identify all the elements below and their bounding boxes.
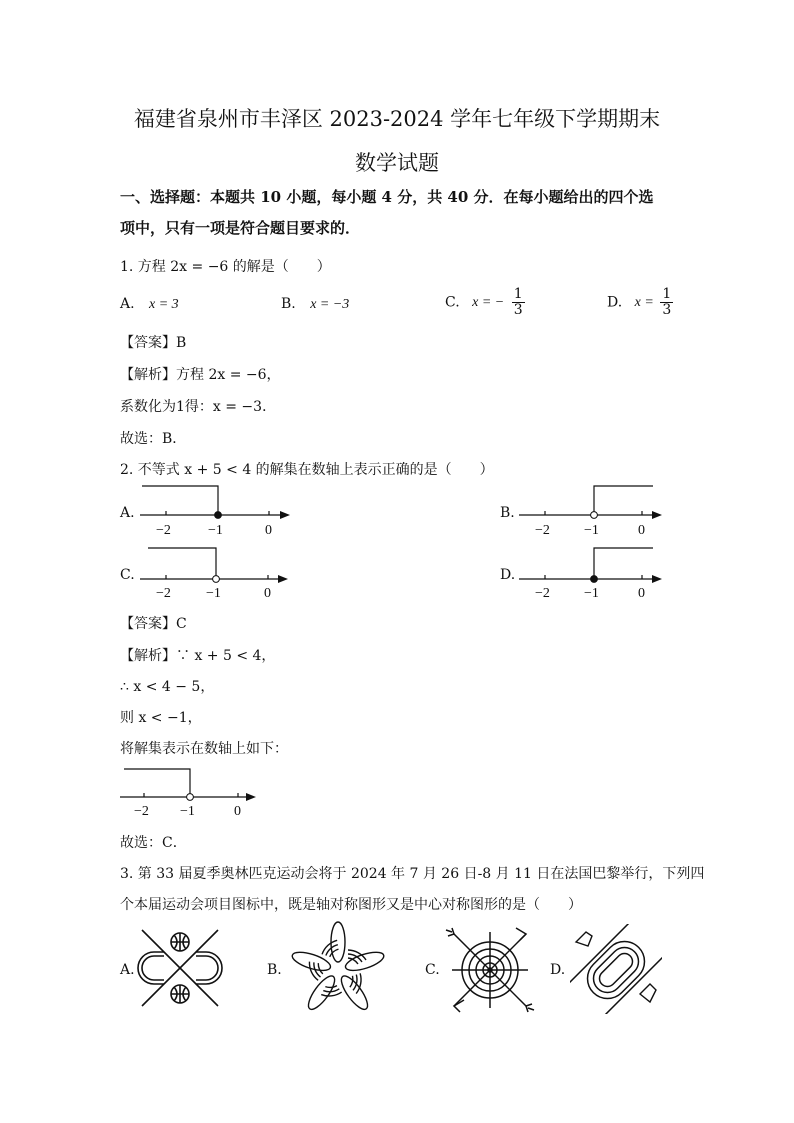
- open-dot: [213, 576, 220, 583]
- archery-target-icon: [444, 924, 536, 1014]
- q1-analysis-2: 系数化为1得：x = −3．: [120, 399, 277, 415]
- open-dot: [187, 794, 194, 801]
- tick-label: 0: [264, 586, 271, 601]
- solution-ray: [594, 548, 653, 579]
- flower-pinwheel-icon: [286, 920, 390, 1020]
- axis-arrow: [280, 511, 290, 519]
- tick-label: 0: [265, 523, 272, 538]
- number-line-option-c: [136, 544, 296, 602]
- tick-label: −2: [156, 523, 171, 538]
- q3-option-d-label: D.: [550, 962, 566, 978]
- q2-option-a-label: A.: [120, 505, 135, 521]
- tick-label: −2: [156, 586, 171, 601]
- q1-answer: 【答案】B: [120, 335, 187, 351]
- q2-option-d-label: D.: [500, 567, 516, 583]
- document-title-line1: 福建省泉州市丰泽区 2023-2024 学年七年级下学期期末: [133, 107, 661, 131]
- q1-option-c: [445, 287, 525, 318]
- q1-analysis-1: 【解析】方程 2x = −6，: [120, 367, 281, 383]
- q1-option-a: [120, 296, 179, 313]
- document-title-line2: 数学试题: [355, 151, 439, 175]
- axis-arrow: [246, 793, 256, 801]
- solution-ray: [148, 548, 216, 579]
- q2-answer: 【答案】C: [120, 616, 187, 632]
- fraction: [660, 287, 673, 318]
- tick-label: −1: [584, 586, 599, 601]
- q1-option-d: [607, 287, 673, 318]
- q2-analysis-2: ∴ x < 4 − 5，: [120, 679, 215, 695]
- option-text: x =: [634, 294, 658, 310]
- q3-stem-line2: 个本届运动会项目图标中，既是轴对称图形又是中心对称图形的是（ ）: [120, 897, 582, 913]
- tick-label: −1: [180, 804, 195, 819]
- basketball-icon: [134, 926, 226, 1010]
- fraction: [512, 287, 525, 318]
- q1-conclusion: 故选：B．: [120, 431, 187, 447]
- axis-arrow: [652, 575, 662, 583]
- solution-ray: [594, 486, 653, 515]
- tick-label: 0: [638, 586, 645, 601]
- tick-label: −1: [208, 523, 223, 538]
- section-heading-line1: 一、选择题：本题共 10 小题，每小题 4 分，共 40 分．在每小题给出的四个选: [120, 188, 654, 206]
- q1-stem: 1. 方程 2x = −6 的解是（ ）: [120, 259, 331, 275]
- option-label: A.: [120, 296, 135, 312]
- fraction-numerator: 1: [662, 286, 672, 302]
- q1-option-b: [281, 296, 349, 313]
- axis-arrow: [652, 511, 662, 519]
- option-label: D.: [607, 294, 623, 311]
- tick-label: −2: [134, 804, 149, 819]
- q2-analysis-1: 【解析】∵ x + 5 < 4，: [120, 648, 276, 664]
- option-text: x = −3: [310, 297, 350, 312]
- option-text: x = 3: [149, 297, 179, 312]
- number-line-option-a: [136, 482, 296, 540]
- q3-option-a-label: A.: [120, 962, 135, 978]
- tick-label: −2: [535, 586, 550, 601]
- solid-dot: [215, 512, 222, 519]
- fraction-denominator: 3: [513, 302, 523, 318]
- q3-stem-line1: 3. 第 33 届夏季奥林匹克运动会将于 2024 年 7 月 26 日-8 月 11 日在法国巴黎举行，下列四: [120, 866, 705, 882]
- q3-option-c-label: C.: [425, 962, 440, 978]
- tick-label: 0: [234, 804, 241, 819]
- open-dot: [591, 512, 598, 519]
- q3-option-b-label: B.: [267, 962, 282, 978]
- q2-option-c-label: C.: [120, 567, 135, 583]
- number-line-solution: [116, 766, 266, 824]
- number-line-option-b: [515, 482, 675, 540]
- fraction-denominator: 3: [662, 302, 672, 318]
- fraction-numerator: 1: [513, 286, 523, 302]
- running-track-icon: [570, 924, 662, 1014]
- q2-analysis-4: 将解集表示在数轴上如下：: [120, 741, 288, 757]
- q2-conclusion: 故选：C．: [120, 835, 187, 851]
- tick-label: −1: [206, 586, 221, 601]
- option-label: C.: [445, 294, 460, 311]
- tick-label: −1: [584, 523, 599, 538]
- solid-dot: [591, 576, 598, 583]
- solution-ray: [124, 769, 190, 797]
- number-line-option-d: [515, 544, 675, 602]
- option-label: B.: [281, 296, 296, 312]
- tick-label: 0: [638, 523, 645, 538]
- q2-analysis-3: 则 x < −1，: [120, 710, 202, 726]
- axis-arrow: [278, 575, 288, 583]
- option-text: x = −: [472, 294, 505, 310]
- solution-ray: [142, 486, 218, 515]
- q2-option-b-label: B.: [500, 505, 515, 521]
- tick-label: −2: [535, 523, 550, 538]
- section-heading-line2: 项中，只有一项是符合题目要求的．: [120, 219, 361, 237]
- q2-stem: 2. 不等式 x + 5 < 4 的解集在数轴上表示正确的是（ ）: [120, 462, 494, 478]
